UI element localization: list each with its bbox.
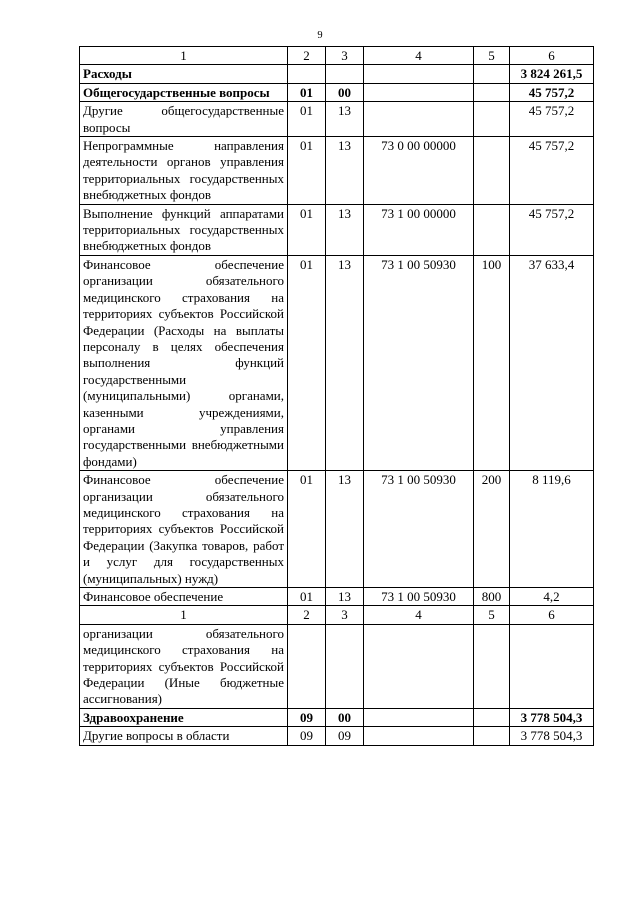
target-article-cell: 73 1 00 50930 xyxy=(364,588,474,606)
target-article-cell xyxy=(364,727,474,745)
amount-cell: 4,2 xyxy=(510,588,594,606)
subsection-code-cell: 00 xyxy=(326,708,364,726)
expense-type-cell xyxy=(474,137,510,205)
target-article-cell xyxy=(364,624,474,708)
section-code-cell xyxy=(288,624,326,708)
expense-type-cell xyxy=(474,65,510,83)
header-cell: 4 xyxy=(364,606,474,624)
expense-type-cell: 800 xyxy=(474,588,510,606)
section-code-cell: 09 xyxy=(288,708,326,726)
amount-cell: 3 778 504,3 xyxy=(510,708,594,726)
table-row xyxy=(80,65,594,83)
section-code-cell: 09 xyxy=(288,727,326,745)
amount-cell: 3 824 261,5 xyxy=(510,65,594,83)
name-cell: Расходы xyxy=(80,65,288,83)
subsection-code-cell: 13 xyxy=(326,102,364,137)
header-cell: 1 xyxy=(80,606,288,624)
expense-type-cell xyxy=(474,727,510,745)
target-article-cell xyxy=(364,83,474,101)
amount-cell xyxy=(510,624,594,708)
expense-type-cell: 100 xyxy=(474,255,510,470)
page-number: 9 xyxy=(317,30,323,41)
name-cell: Выполнение функций аппаратами территориальных государственных внебюджетных фондов xyxy=(80,204,288,255)
section-code-cell: 01 xyxy=(288,102,326,137)
subsection-code-cell xyxy=(326,65,364,83)
subsection-code-cell: 13 xyxy=(326,255,364,470)
amount-cell: 37 633,4 xyxy=(510,255,594,470)
section-code-cell: 01 xyxy=(288,83,326,101)
subsection-code-cell: 00 xyxy=(326,83,364,101)
repeated-header-row xyxy=(80,606,594,624)
header-cell: 3 xyxy=(326,47,364,65)
subsection-code-cell: 09 xyxy=(326,727,364,745)
target-article-cell: 73 0 00 00000 xyxy=(364,137,474,205)
header-cell: 5 xyxy=(474,47,510,65)
header-cell: 5 xyxy=(474,606,510,624)
amount-cell: 45 757,2 xyxy=(510,137,594,205)
target-article-cell xyxy=(364,708,474,726)
name-cell: Другие общегосударственные вопросы xyxy=(80,102,288,137)
expense-type-cell: 200 xyxy=(474,471,510,588)
amount-cell: 3 778 504,3 xyxy=(510,727,594,745)
name-cell: Финансовое обеспечение организации обязательного медицинского страхования на территориях субъектов Российской Федерации (Закупка товаров, работ и услуг для государственных (муниципальных) нужд) xyxy=(80,471,288,588)
expense-type-cell xyxy=(474,83,510,101)
table-row xyxy=(80,102,594,137)
table-row xyxy=(80,708,594,726)
header-cell: 2 xyxy=(288,606,326,624)
amount-cell: 45 757,2 xyxy=(510,102,594,137)
name-cell: Непрограммные направления деятельности органов управления территориальных государственных внебюджетных фондов xyxy=(80,137,288,205)
header-cell: 3 xyxy=(326,606,364,624)
header-cell: 2 xyxy=(288,47,326,65)
target-article-cell xyxy=(364,65,474,83)
table-row xyxy=(80,588,594,606)
subsection-code-cell xyxy=(326,624,364,708)
target-article-cell: 73 1 00 00000 xyxy=(364,204,474,255)
target-article-cell: 73 1 00 50930 xyxy=(364,471,474,588)
expense-type-cell xyxy=(474,204,510,255)
name-cell: Другие вопросы в области xyxy=(80,727,288,745)
table-row xyxy=(80,624,594,708)
section-code-cell: 01 xyxy=(288,588,326,606)
section-code-cell xyxy=(288,65,326,83)
expense-type-cell xyxy=(474,624,510,708)
section-code-cell: 01 xyxy=(288,137,326,205)
table-row xyxy=(80,471,594,588)
name-cell: Финансовое обеспечение xyxy=(80,588,288,606)
subsection-code-cell: 13 xyxy=(326,588,364,606)
subsection-code-cell: 13 xyxy=(326,204,364,255)
section-code-cell: 01 xyxy=(288,471,326,588)
header-cell: 4 xyxy=(364,47,474,65)
name-cell: Здравоохранение xyxy=(80,708,288,726)
subsection-code-cell: 13 xyxy=(326,471,364,588)
target-article-cell xyxy=(364,102,474,137)
expense-type-cell xyxy=(474,708,510,726)
header-cell: 6 xyxy=(510,606,594,624)
header-cell: 6 xyxy=(510,47,594,65)
table-row xyxy=(80,204,594,255)
header-cell: 1 xyxy=(80,47,288,65)
name-cell: организации обязательного медицинского страхования на территориях субъектов Российской Федерации (Иные бюджетные ассигнования) xyxy=(80,624,288,708)
table-row xyxy=(80,83,594,101)
name-cell: Общегосударственные вопросы xyxy=(80,83,288,101)
table-row xyxy=(80,137,594,205)
amount-cell: 45 757,2 xyxy=(510,204,594,255)
name-cell: Финансовое обеспечение организации обязательного медицинского страхования на территориях субъектов Российской Федерации (Расходы на выплаты персоналу в целях обеспечения выполнения функций государственными (муниципальными) органами, казенными учреждениями, органами управления государственными внебюджетными фондами) xyxy=(80,255,288,470)
target-article-cell: 73 1 00 50930 xyxy=(364,255,474,470)
subsection-code-cell: 13 xyxy=(326,137,364,205)
expense-type-cell xyxy=(474,102,510,137)
table-row xyxy=(80,727,594,745)
amount-cell: 8 119,6 xyxy=(510,471,594,588)
budget-table xyxy=(79,46,594,746)
table-row xyxy=(80,255,594,470)
section-code-cell: 01 xyxy=(288,204,326,255)
section-code-cell: 01 xyxy=(288,255,326,470)
header-row xyxy=(80,47,594,65)
amount-cell: 45 757,2 xyxy=(510,83,594,101)
